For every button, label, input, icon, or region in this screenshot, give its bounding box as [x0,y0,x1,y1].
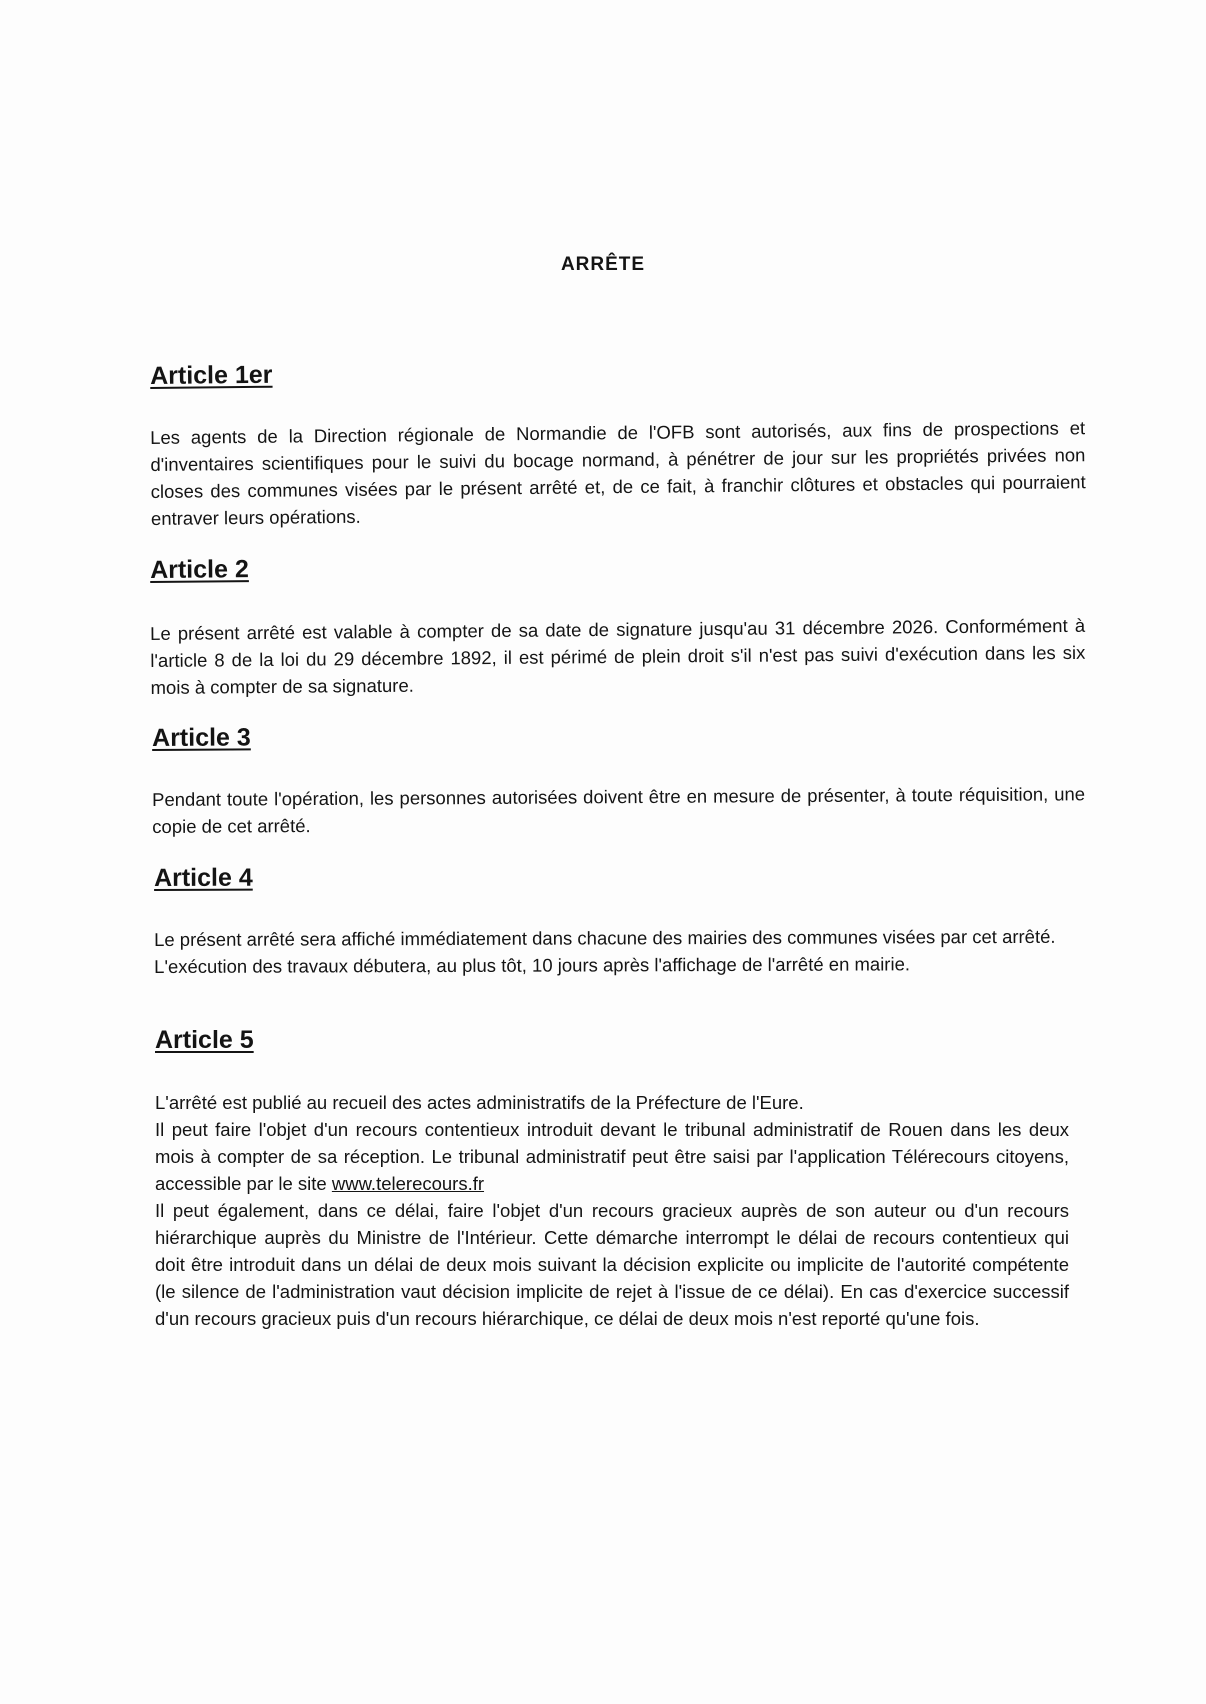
article-5-paragraph-1: L'arrêté est publié au recueil des actes administratifs de la Préfecture de l'Eure. [155,1092,804,1113]
article-5-heading: Article 5 [155,1026,254,1054]
article-5-paragraph-3: Il peut également, dans ce délai, faire l'objet d'un recours gracieux auprès de son auteur ou d'un recours hiérarchique auprès du Ministre de l'Intérieur. Cette démarche interrompt le délai de recours contentieux qui doit être introduit dans un délai de deux mois suivant la décision explicite ou implicite de l'autorité compétente (le silence de l'administration vaut décision implicite de rejet à l'issue de ce délai). En cas d'exercice successif d'un recours gracieux puis d'un recours hiérarchique, ce délai de deux mois n'est reporté qu'une fois. [155,1200,1069,1329]
article-3-paragraph: Pendant toute l'opération, les personnes autorisées doivent être en mesure de présenter, à toute réquisition, une copie de cet arrêté. [152,783,1086,837]
article-2-paragraph: Le présent arrêté est valable à compter de sa date de signature jusqu'au 31 décembre 2026. Conformément à l'article 8 de la loi du 29 décembre 1892, il est périmé de plein droit s'il n'est pas suivi d'exécution dans les six mois à compter de sa signature. [150,614,1086,698]
article-4-body [154,923,1085,980]
article-5-body [155,1089,1069,1332]
article-4-heading: Article 4 [154,863,253,892]
article-1-body [150,414,1086,532]
article-1-paragraph: Les agents de la Direction régionale de Normandie de l'OFB sont autorisés, aux fins de prospections et d'inventaires scientifiques pour le suivi du bocage normand, à pénétrer de jour sur les propriétés privées non closes des communes visées par le présent arrêté et, de ce fait, à franchir clôtures et obstacles qui pourraient entraver leurs opérations. [150,417,1086,529]
article-3-heading: Article 3 [152,723,251,752]
article-4-paragraph-2: L'exécution des travaux débutera, au plus tôt, 10 jours après l'affichage de l'arrêté en mairie. [154,953,911,977]
document-title: ARRÊTE [560,254,646,275]
article-5-paragraph-2-text: Il peut faire l'objet d'un recours contentieux introduit devant le tribunal administratif de Rouen dans les deux mois à compter de sa réception. Le tribunal administratif peut être saisi par l'application Télérecours citoyens, accessible par le site [155,1119,1069,1194]
article-1-heading: Article 1er [150,360,273,390]
article-2-heading: Article 2 [150,555,249,584]
article-2-body [150,612,1086,701]
article-3-body [152,780,1085,840]
telerecours-link[interactable]: www.telerecours.fr [331,1173,485,1194]
article-5-paragraph-2 [155,1116,1069,1197]
article-4-paragraph-1: Le présent arrêté sera affiché immédiatement dans chacune des mairies des communes visées par cet arrêté. [154,925,1056,950]
